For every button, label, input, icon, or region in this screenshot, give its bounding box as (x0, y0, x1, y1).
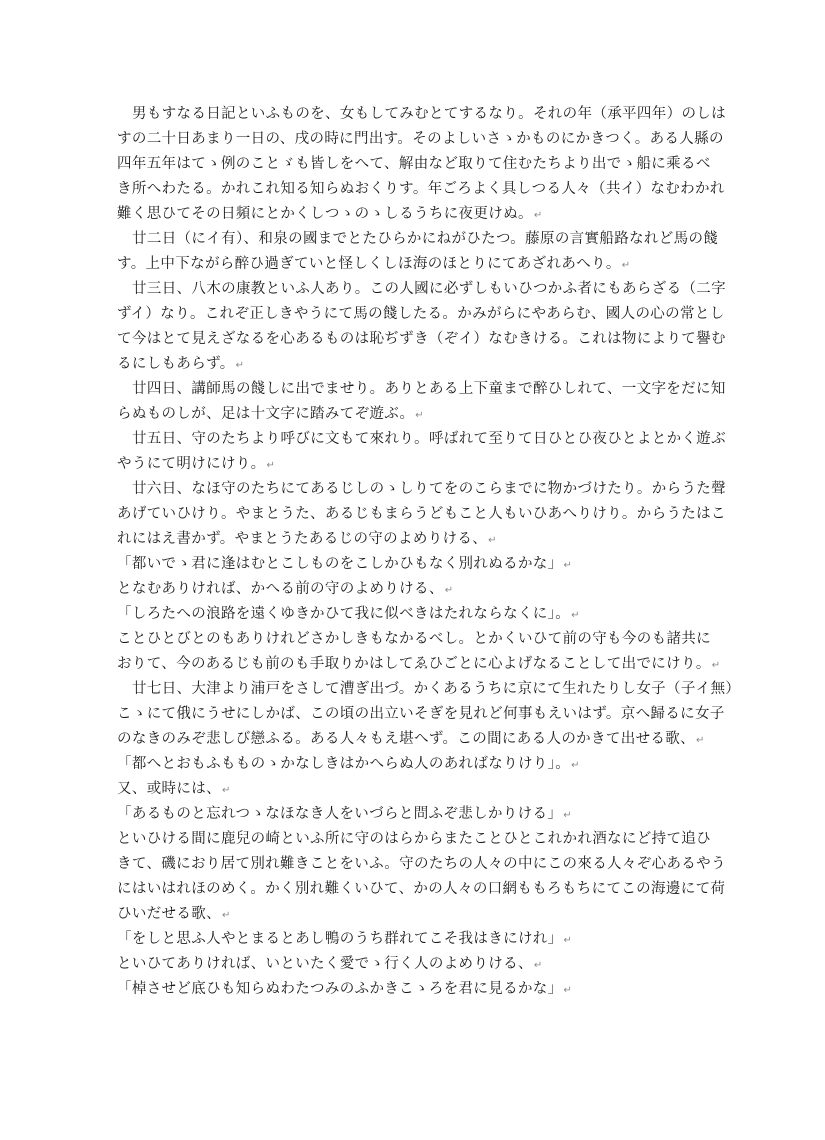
line-text: 難く思ひてその日頻にとかくしつゝのゝしるうちに夜更けぬ。 (117, 206, 533, 222)
paragraph-mark-icon: ↵ (563, 810, 572, 821)
paragraph-mark-icon: ↵ (711, 660, 721, 671)
text-line (117, 827, 717, 852)
text-line (117, 977, 717, 1002)
text-line (117, 152, 717, 177)
line-text: るにしもあらず。 (117, 356, 235, 372)
text-line (117, 502, 726, 527)
text-line (117, 477, 726, 502)
text-line (117, 402, 717, 427)
line-text: 廿七日、大津より浦戸をさして漕ぎ出づ。かくあるうちに京にて生れたりし女子（子イ無） (132, 681, 741, 697)
text-line (117, 777, 717, 802)
line-text: すの二十日あまり一日の、戌の時に門出す。そのよしいさゝかものにかきつく。ある人縣の (117, 131, 724, 147)
text-line (117, 552, 717, 577)
document-body (117, 102, 741, 1002)
line-text: のなきのみぞ悲しび戀ふる。ある人々もえ堪へず。この間にある人のかきて出せる歌、 (117, 731, 695, 747)
text-line (117, 627, 717, 652)
line-text: やうにて明けにけり。 (117, 456, 266, 472)
line-text: こゝにて俄にうせにしかば、この頃の出立いそぎを見れど何事もえいはず。京へ歸るに女子 (117, 706, 725, 722)
text-line (117, 727, 717, 752)
text-line (117, 352, 717, 377)
line-text: にはいはれほのめく。かく別れ難くいひて、かの人々の口網ももろもちにてこの海邊にて荷 (117, 881, 726, 897)
text-line (117, 677, 741, 702)
text-line (117, 377, 726, 402)
text-line (117, 327, 726, 352)
text-line (117, 702, 725, 727)
paragraph-mark-icon: ↵ (571, 760, 580, 771)
text-line (117, 527, 717, 552)
line-text: となむありければ、かへる前の守のよめりける、 (117, 581, 444, 597)
text-line (117, 202, 717, 227)
line-text: て今はとて見えざなるを心あるものは恥ぢずき（ぞイ）なむきける。これは物によりて譽む (117, 331, 726, 347)
text-line (117, 252, 717, 277)
paragraph-mark-icon: ↵ (415, 410, 425, 421)
line-text: といひける間に鹿兒の崎といふ所に守のはらからまたことひとこれかれ酒なにど持て追ひ (117, 831, 711, 847)
line-text: きて、磯におり居て別れ難きことをいふ。守のたちの人々の中にこの來る人々ぞ心あるやう (117, 856, 726, 872)
text-line (117, 102, 726, 127)
line-text: ずイ）なり。これぞ正しきやうにて馬の餞したる。かみがらにやあらむ、國人の心の常とし (117, 306, 725, 322)
line-text: 「あるものと忘れつゝなほなき人をいづらと問ふぞ悲しかりける」 (117, 806, 563, 822)
line-text: 又、或時には、 (117, 781, 221, 797)
line-text: あげていひけり。やまとうた、あるじもまらうどもこと人もいひあへりけり。からうたはこ (117, 506, 726, 522)
paragraph-mark-icon: ↵ (563, 560, 573, 571)
line-text: ひいだせる歌、 (117, 906, 221, 922)
paragraph-mark-icon: ↵ (221, 785, 231, 796)
line-text: 「棹させど底ひも知らぬわたつみのふかきこゝろを君に見るかな」 (117, 981, 563, 997)
line-text: れにはえ書かず。やまとうたあるじの守のよめりける、 (117, 531, 488, 547)
text-line (117, 277, 726, 302)
text-line (117, 177, 725, 202)
paragraph-mark-icon: ↵ (563, 985, 573, 996)
line-text: 男もすなる日記といふものを、女もしてみむとてするなり。それの年（承平四年）のしは (132, 106, 726, 122)
line-text: 廿四日、講師馬の餞しに出でませり。ありとある上下童まで醉ひしれて、一文字をだに知 (132, 381, 726, 397)
paragraph-mark-icon: ↵ (444, 585, 454, 596)
line-text: 廿六日、なほ守のたちにてあるじしのゝしりてをのこらまでに物かづけたり。からうた聲 (132, 481, 726, 497)
text-line (117, 952, 717, 977)
paragraph-mark-icon: ↵ (621, 260, 631, 271)
text-line (117, 302, 725, 327)
line-text: といひてありければ、いといたく愛でゝ行く人のよめりける、 (117, 956, 533, 972)
text-line (117, 227, 717, 252)
line-text: す。上中下ながら醉ひ過ぎていと怪しくしほ海のほとりにてあざれあへり。 (117, 256, 621, 272)
line-text: 四年五年はてゝ例のことゞも皆しをへて、解由など取りて住むたちより出でゝ船に乘るべ (117, 156, 711, 172)
text-line (117, 577, 717, 602)
paragraph-mark-icon: ↵ (533, 960, 543, 971)
text-line (117, 652, 721, 677)
text-line (117, 602, 717, 627)
paragraph-mark-icon: ↵ (266, 460, 276, 471)
line-text: らぬものしが、足は十文字に踏みてぞ遊ぶ。 (117, 406, 415, 422)
line-text: 廿二日（にイ有）、和泉の國までとたひらかにねがひたつ。藤原の言實船路なれど馬の餞 (132, 231, 719, 247)
paragraph-mark-icon: ↵ (533, 210, 543, 221)
text-line (117, 427, 726, 452)
text-line (117, 802, 717, 827)
line-text: おりて、今のあるじも前のも手取りかはしてゑひごとに心よげなることして出でにけり。 (117, 656, 711, 672)
paragraph-mark-icon: ↵ (488, 535, 497, 546)
text-line (117, 902, 717, 927)
text-line (117, 752, 717, 777)
paragraph-mark-icon: ↵ (235, 360, 245, 371)
paragraph-mark-icon: ↵ (221, 910, 231, 921)
line-text: 「都へとおもふもものゝかなしきはかへらぬ人のあればなりけり」。 (117, 756, 571, 772)
paragraph-mark-icon: ↵ (563, 935, 573, 946)
text-line (117, 127, 724, 152)
line-text: 「をしと思ふ人やとまるとあし鴨のうち群れてこそ我はきにけれ」 (117, 931, 563, 947)
text-line (117, 852, 726, 877)
paragraph-mark-icon: ↵ (696, 735, 705, 746)
text-line (117, 877, 726, 902)
line-text: 「都いでゝ君に逢はむとこしものをこしかひもなく別れぬるかな」 (117, 556, 563, 572)
text-line (117, 452, 717, 477)
line-text: 廿三日、八木の康教といふ人あり。この人國に必ずしもいひつかふ者にもあらざる（二字 (132, 281, 726, 297)
paragraph-mark-icon: ↵ (571, 610, 580, 621)
text-line (117, 927, 717, 952)
line-text: 廿五日、守のたちより呼びに文もて來れり。呼ばれて至りて日ひとひ夜ひとよとかく遊ぶ (132, 431, 726, 447)
line-text: ことひとびとのもありけれどさかしきもなかるべし。とかくいひて前の守も今のも諸共に (117, 631, 711, 647)
line-text: 「しろたへの浪路を遠くゆきかひて我に似べきはたれならなくに」。 (117, 606, 571, 622)
line-text: き所へわたる。かれこれ知る知らぬおくりす。年ごろよく具しつる人々（共イ）なむわかれ (117, 181, 725, 197)
